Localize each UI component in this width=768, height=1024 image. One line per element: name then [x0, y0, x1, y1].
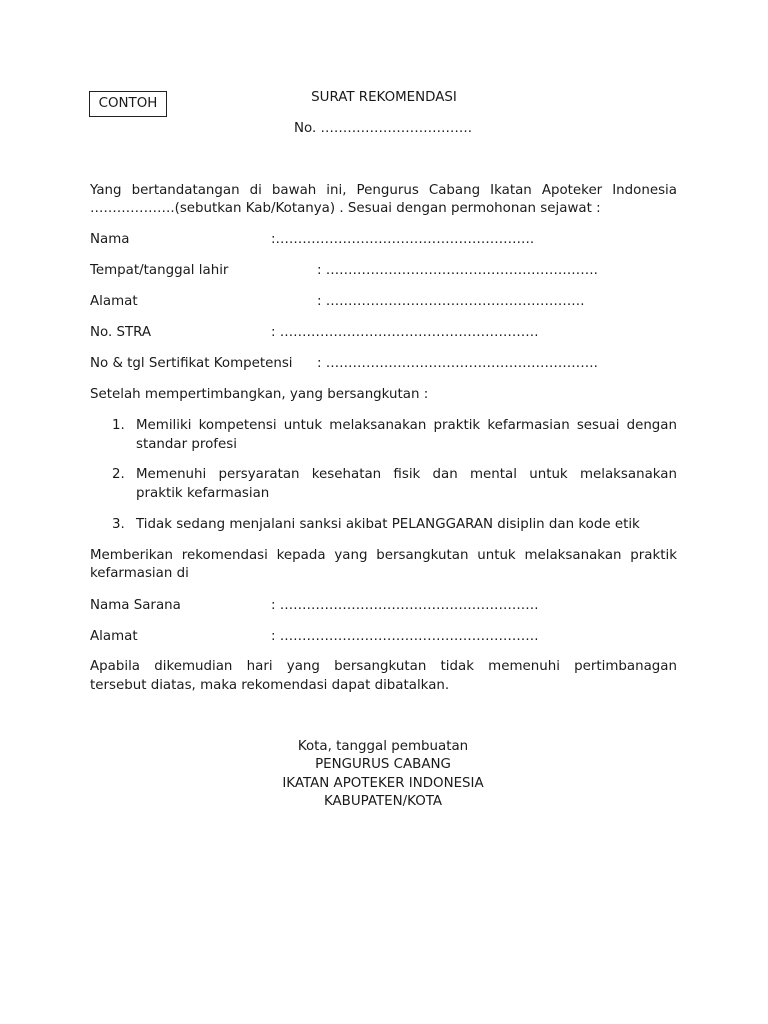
intro-line-2: ……………….(sebutkan Kab/Kotanya) . Sesuai dengan permohonan sejawat :: [90, 201, 601, 216]
list-item-line: Memiliki kompetensi untuk melaksanakan praktik kefarmasian sesuai dengan: [136, 418, 677, 433]
list-item: [136, 516, 677, 535]
field-value-facility-name: : ………………………………………………….: [271, 598, 539, 613]
intro-line-1: Yang bertandatangan di bawah ini, Pengurus Cabang Ikatan Apoteker Indonesia: [90, 183, 677, 198]
list-item-number: 1.: [112, 418, 125, 433]
list-item-line: standar profesi: [136, 436, 237, 452]
field-label-name: Nama: [90, 232, 130, 247]
field-value-stra: : ………………………………………………….: [271, 325, 539, 340]
field-value-facility-address: : ………………………………………………….: [271, 629, 539, 644]
considering-text: Setelah mempertimbangkan, yang bersangkutan :: [90, 387, 429, 402]
field-label-certificate: No & tgl Sertifikat Kompetensi: [90, 356, 293, 371]
document-title: SURAT REKOMENDASI: [311, 90, 457, 105]
field-label-facility-name: Nama Sarana: [90, 598, 181, 613]
recommend-line-1: Memberikan rekomendasi kepada yang bersangkutan untuk melaksanakan praktik: [90, 548, 677, 563]
list-item-line: Memenuhi persyaratan kesehatan fisik dan mental untuk melaksanakan: [136, 467, 677, 482]
document-number: No. …………………………….: [293, 121, 473, 136]
signature-org-line-2: IKATAN APOTEKER INDONESIA: [282, 776, 484, 791]
signature-org-line-3: KABUPATEN/KOTA: [323, 794, 443, 809]
field-value-address: : ………………………………………………….: [317, 294, 585, 309]
list-item-line: praktik kefarmasian: [136, 485, 270, 501]
list-item: [136, 466, 677, 503]
field-label-address: Alamat: [90, 294, 138, 309]
field-label-birth: Tempat/tanggal lahir: [90, 263, 229, 278]
signature-place-date: Kota, tanggal pembuatan: [297, 739, 469, 754]
list-item-number: 3.: [112, 517, 125, 532]
list-item-line: Tidak sedang menjalani sanksi akibat PELANGGARAN disiplin dan kode etik: [136, 517, 640, 532]
signature-org-line-1: PENGURUS CABANG: [315, 757, 451, 772]
field-value-name: :………………………………………………….: [271, 232, 535, 247]
list-item-number: 2.: [112, 467, 125, 482]
closing-line-1: Apabila dikemudian hari yang bersangkutan tidak memenuhi pertimbanagan: [90, 659, 677, 674]
closing-line-2: tersebut diatas, maka rekomendasi dapat dibatalkan.: [90, 678, 450, 693]
field-value-birth: : …………………………………………………….: [317, 263, 598, 278]
field-label-facility-address: Alamat: [90, 629, 138, 644]
list-item: [136, 417, 677, 454]
recommend-line-2: kefarmasian di: [90, 566, 189, 581]
field-value-certificate: : …………………………………………………….: [317, 356, 598, 371]
sample-badge: CONTOH: [89, 91, 167, 117]
field-label-stra: No. STRA: [90, 325, 152, 340]
